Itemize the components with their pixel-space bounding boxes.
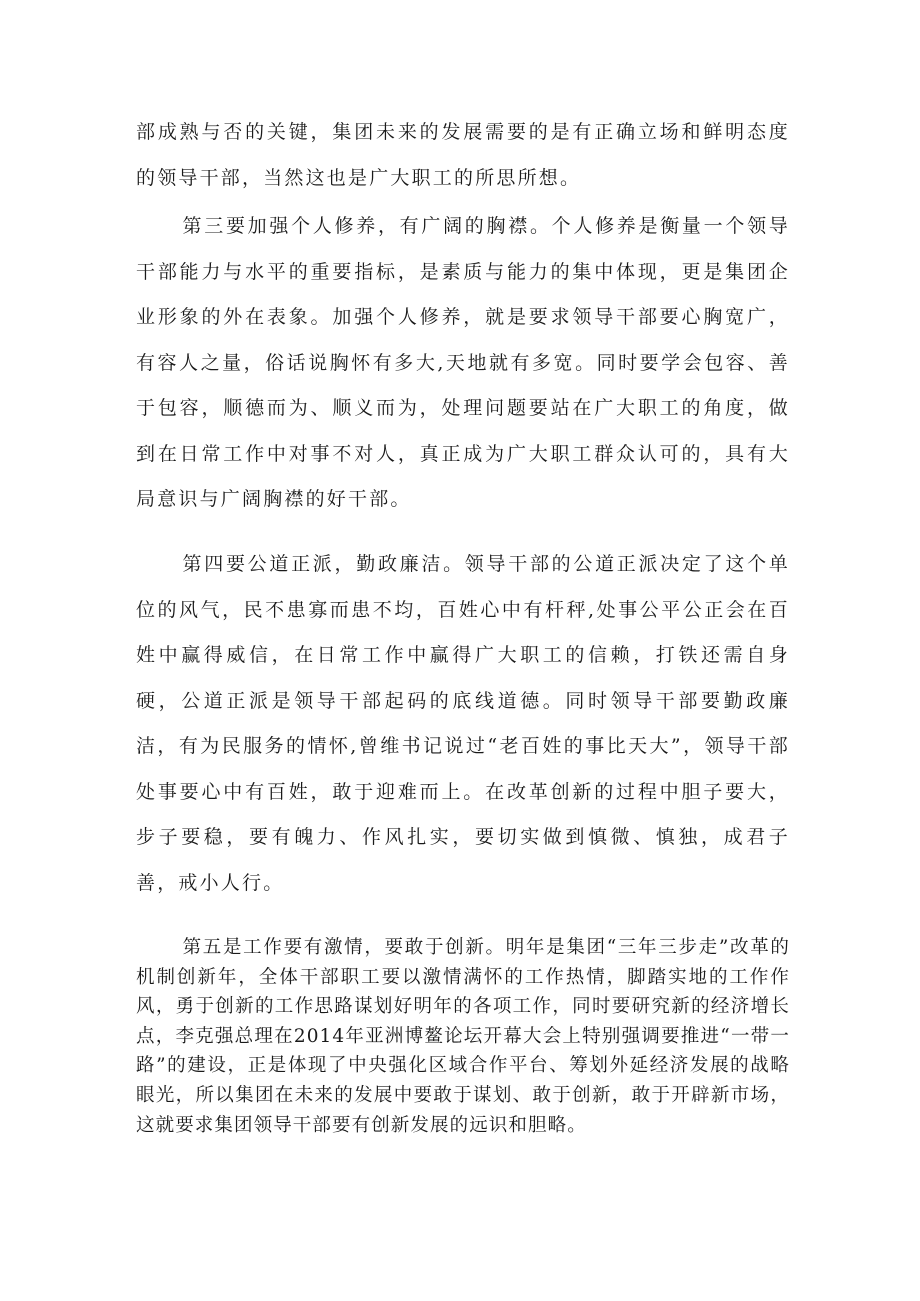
paragraph-fifth-point-text: 第五是工作要有激情，要敢于创新。明年是集团“三年三步走”改革的机制创新年，全体干部职工要以激情满怀的工作热情，脚踏实地的工作作风，勇于创新的工作思路谋划好明年的各项工作，同时要研究新的经济增长点，李克强总理在2014年亚洲博鳌论坛开幕大会上特别强调要推进“一带一路”的建设，正是体现了中央强化区域合作平台、筹划外延经济发展的战略眼光，所以集团在未来的发展中要敢于谋划、敢于创新，敢于开辟新市场，这就要求集团领导干部要有创新发展的远识和胆略。	[136, 937, 790, 1136]
paragraph-fourth-point-text: 第四要公道正派，勤政廉洁。领导干部的公道正派决定了这个单位的风气，民不患寡而患不均，百姓心中有杆秤,处事公平公正会在百姓中赢得威信，在日常工作中赢得广大职工的信赖，打铁还需自身硬，公道正派是领导干部起码的底线道德。同时领导干部要勤政廉洁，有为民服务的情怀,曾维书记说过“老百姓的事比天大”，领导干部处事要心中有百姓，敢于迎难而上。在改革创新的过程中胆子要大，步子要稳，要有魄力、作风扎实，要切实做到慎微、慎独，成君子善，戒小人行。	[136, 553, 790, 894]
paragraph-continuation: 部成熟与否的关键，集团未来的发展需要的是有正确立场和鲜明态度的领导干部，当然这也是广大职工的所思所想。	[136, 121, 790, 189]
paragraph-third-point	[136, 204, 790, 523]
paragraph-fifth-point	[136, 933, 790, 1140]
paragraph-third-point-text: 第三要加强个人修养，有广阔的胸襟。个人修养是衡量一个领导干部能力与水平的重要指标，是素质与能力的集中体现，更是集团企业形象的外在表象。加强个人修养，就是要求领导干部要心胸宽广，有容人之量，俗话说胸怀有多大,天地就有多宽。同时要学会包容、善于包容，顺德而为、顺义而为，处理问题要站在广大职工的角度，做到在日常工作中对事不对人，真正成为广大职工群众认可的，具有大局意识与广阔胸襟的好干部。	[136, 215, 790, 510]
paragraph-fourth-point	[136, 542, 790, 906]
